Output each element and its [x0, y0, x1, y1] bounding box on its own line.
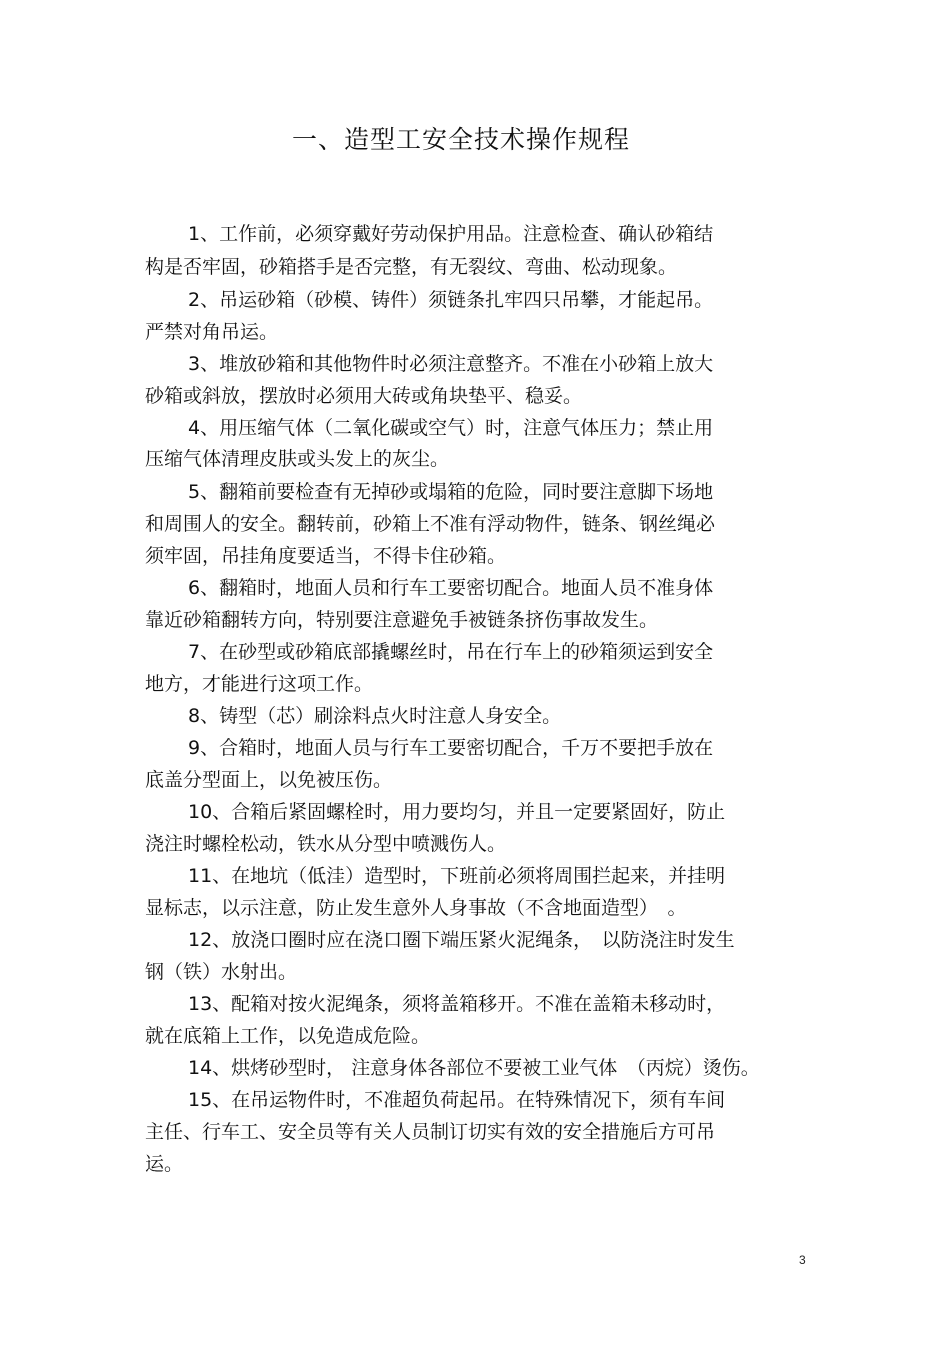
clause-3-line-1: 3、堆放砂箱和其他物件时必须注意整齐。不准在小砂箱上放大 — [188, 353, 714, 375]
clause-14-line-1: 14、烘烤砂型时， 注意身体各部位不要被工业气体 （丙烷）烫伤。 — [188, 1057, 760, 1079]
clause-15-line-3: 运。 — [145, 1153, 184, 1175]
clause-4-line-2: 压缩气体清理皮肤或头发上的灰尘。 — [145, 448, 450, 470]
clause-12-line-1: 12、放浇口圈时应在浇口圈下端压紧火泥绳条， 以防浇注时发生 — [188, 929, 735, 951]
clause-6-line-2: 靠近砂箱翻转方向，特别要注意避免手被链条挤伤事故发生。 — [145, 609, 659, 631]
clause-9-line-2: 底盖分型面上，以免被压伤。 — [145, 769, 393, 791]
clause-4-line-1: 4、用压缩气体（二氧化碳或空气）时，注意气体压力；禁止用 — [188, 417, 714, 439]
clause-1-line-2: 构是否牢固，砂箱搭手是否完整，有无裂纹、弯曲、松动现象。 — [145, 256, 678, 278]
clause-1-line-1: 1、工作前，必须穿戴好劳动保护用品。注意检查、确认砂箱结 — [188, 223, 714, 245]
clause-15-line-1: 15、在吊运物件时，不准超负荷起吊。在特殊情况下，须有车间 — [188, 1089, 726, 1111]
clause-15-line-2: 主任、行车工、安全员等有关人员制订切实有效的安全措施后方可吊 — [145, 1121, 716, 1143]
clause-13-line-2: 就在底箱上工作，以免造成危险。 — [145, 1025, 431, 1047]
clause-10-line-1: 10、合箱后紧固螺栓时，用力要均匀，并且一定要紧固好，防止 — [188, 801, 726, 823]
clause-11-line-2: 显标志，以示注意，防止发生意外人身事故（不含地面造型） 。 — [145, 897, 687, 919]
clause-11-line-1: 11、在地坑（低洼）造型时，下班前必须将周围拦起来，并挂明 — [188, 865, 726, 887]
clause-2-line-1: 2、吊运砂箱（砂模、铸件）须链条扎牢四只吊攀，才能起吊。 — [188, 289, 714, 311]
clause-8-line-1: 8、铸型（芯）刷涂料点火时注意人身安全。 — [188, 705, 562, 727]
clause-7-line-2: 地方，才能进行这项工作。 — [145, 673, 374, 695]
clause-9-line-1: 9、合箱时，地面人员与行车工要密切配合，千万不要把手放在 — [188, 737, 714, 759]
clause-3-line-2: 砂箱或斜放，摆放时必须用大砖或角块垫平、稳妥。 — [145, 385, 583, 407]
clause-10-line-2: 浇注时螺栓松动，铁水从分型中喷溅伤人。 — [145, 833, 507, 855]
clause-5-line-2: 和周围人的安全。翻转前，砂箱上不准有浮动物件，链条、钢丝绳必 — [145, 513, 716, 535]
clause-12-line-2: 钢（铁）水射出。 — [145, 961, 298, 983]
clause-7-line-1: 7、在砂型或砂箱底部撬螺丝时，吊在行车上的砂箱须运到安全 — [188, 641, 714, 663]
clause-13-line-1: 13、配箱对按火泥绳条，须将盖箱移开。不准在盖箱未移动时， — [188, 993, 726, 1015]
page-number: 3 — [799, 1253, 806, 1267]
clause-5-line-3: 须牢固，吊挂角度要适当，不得卡住砂箱。 — [145, 545, 507, 567]
clause-6-line-1: 6、翻箱时，地面人员和行车工要密切配合。地面人员不准身体 — [188, 577, 714, 599]
page-title: 一、造型工安全技术操作规程 — [291, 125, 630, 154]
clause-2-line-2: 严禁对角吊运。 — [145, 321, 279, 343]
clause-5-line-1: 5、翻箱前要检查有无掉砂或塌箱的危险，同时要注意脚下场地 — [188, 481, 714, 503]
